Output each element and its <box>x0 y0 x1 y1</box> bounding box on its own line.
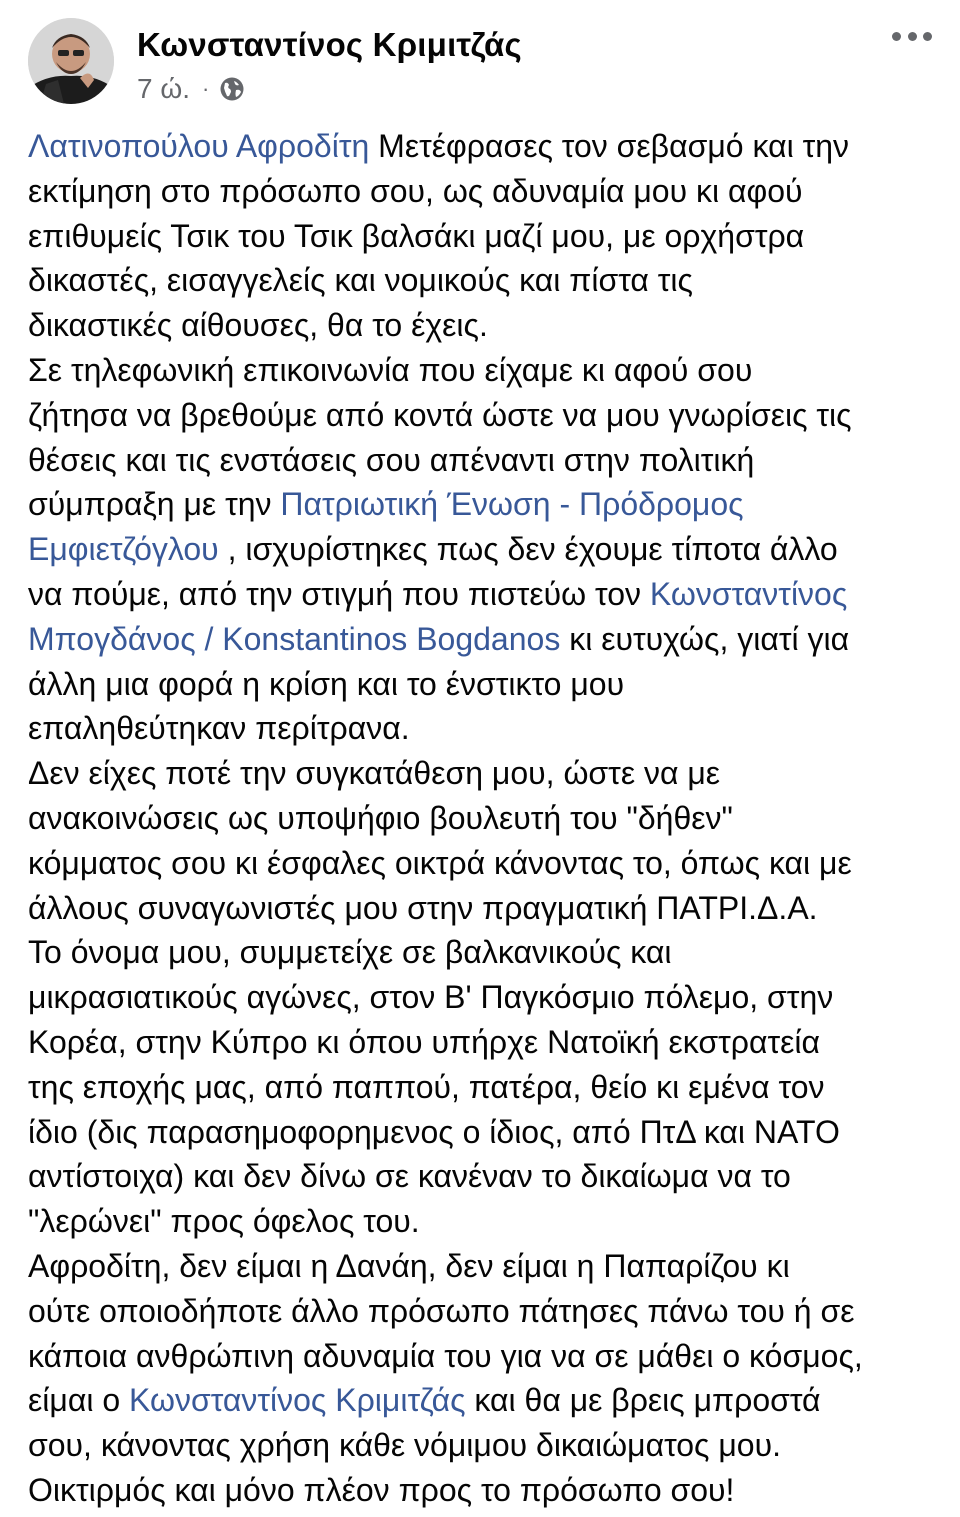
mention-link[interactable]: Μπογδάνος / Konstantinos Bogdanos <box>28 620 561 657</box>
text-segment: Σε τηλεφωνική επικοινωνία που είχαμε κι αφού σου <box>28 351 753 388</box>
text-segment: , ισχυρίστηκες πως δεν έχουμε τίποτα άλλο <box>218 531 838 568</box>
text-segment: επιθυμείς Τσικ του Τσικ βαλσάκι μαζί μου, με ορχήστρα <box>28 217 805 254</box>
text-segment: ζήτησα να βρεθούμε από κοντά ώστε να μου γνωρίσεις τις <box>28 396 852 433</box>
text-segment: αντίστοιχα) και δεν δίνω σε κανέναν το δικαίωμα να το <box>28 1158 791 1195</box>
text-segment: σύμπραξη με την <box>28 486 281 523</box>
text-segment: και θα με βρεις μπροστά <box>465 1382 821 1419</box>
post-line <box>28 348 938 393</box>
post-line <box>28 1020 938 1065</box>
post-line <box>28 393 938 438</box>
text-segment: Αφροδίτη, δεν είμαι η Δανάη, δεν είμαι η Παπαρίζου κι <box>28 1247 790 1284</box>
post-line <box>28 796 938 841</box>
post-line <box>28 751 938 796</box>
post-text <box>28 124 938 1513</box>
text-segment: να πούμε, από την στιγμή που πιστεύω τον <box>28 575 650 612</box>
post-line <box>28 841 938 886</box>
post-line <box>28 303 938 348</box>
globe-icon <box>219 76 245 102</box>
post-line <box>28 1244 938 1289</box>
post-line <box>28 438 938 483</box>
text-segment: ούτε οποιοδήποτε άλλο πρόσωπο πάτησες πάνω του ή σε <box>28 1292 855 1329</box>
mention-link[interactable]: Εμφιετζόγλου <box>28 531 219 568</box>
text-segment: Οικτιρμός και μόνο πλέον προς το πρόσωπο σου! <box>28 1471 735 1508</box>
post-line <box>28 1110 938 1155</box>
post-line <box>28 662 938 707</box>
post-timestamp[interactable]: 7 ώ. <box>137 73 190 104</box>
post-line <box>28 1154 938 1199</box>
post-line <box>28 1378 938 1423</box>
text-segment: δικαστές, εισαγγελείς και νομικούς και πίστα τις <box>28 262 693 299</box>
text-segment: κι ευτυχώς, γιατί για <box>560 620 850 657</box>
more-horizontal-icon[interactable] <box>892 26 932 46</box>
text-segment: επαληθεύτηκαν περίτρανα. <box>28 710 410 747</box>
post-line <box>28 1423 938 1468</box>
text-segment: θέσεις και τις ενστάσεις σου απέναντι στην πολιτική <box>28 441 755 478</box>
text-segment: Κορέα, στην Κύπρο κι όπου υπήρχε Νατοϊκή εκστρατεία <box>28 1023 820 1060</box>
post-header <box>0 0 960 118</box>
text-segment: άλλη μια φορά η κρίση και το ένστικτο μου <box>28 665 625 702</box>
post-line <box>28 1199 938 1244</box>
text-segment: Το όνομα μου, συμμετείχε σε βαλκανικούς και <box>28 934 672 971</box>
post-line <box>28 482 938 527</box>
author-name[interactable]: Κωνσταντίνος Κριμιτζάς <box>137 26 522 63</box>
text-segment: δικαστικές αίθουσες, θα το έχεις. <box>28 307 488 344</box>
mention-link[interactable]: Πατριωτική Ένωση - Πρόδρομος <box>280 486 744 523</box>
mention-link[interactable]: Κωνσταντίνος <box>649 575 848 612</box>
text-segment: εκτίμηση στο πρόσωπο σου, ως αδυναμία μου κι αφού <box>28 172 803 209</box>
text-segment: είμαι ο <box>28 1382 129 1419</box>
post-line <box>28 1468 938 1513</box>
post-line <box>28 258 938 303</box>
post-line <box>28 617 938 662</box>
text-segment: άλλους συναγωνιστές μου στην πραγματική ΠΑΤΡΙ.Δ.Α. <box>28 889 818 926</box>
avatar-photo <box>28 18 114 104</box>
post-line <box>28 572 938 617</box>
post-meta <box>137 72 245 106</box>
text-segment: Μετέφρασες τον σεβασμό και την <box>369 128 849 164</box>
text-segment: Δεν είχες ποτέ την συγκατάθεση μου, ώστε να με <box>28 755 721 792</box>
post-line <box>28 1289 938 1334</box>
post-line <box>28 527 938 572</box>
mention-link[interactable]: Κωνσταντίνος Κριμιτζάς <box>129 1382 466 1419</box>
avatar[interactable] <box>28 18 114 104</box>
post-line <box>28 1065 938 1110</box>
meta-separator: · <box>202 76 210 101</box>
post-line <box>28 169 938 214</box>
text-segment: κάποια ανθρώπινη αδυναμία του για να σε μάθει ο κόσμος, <box>28 1337 863 1374</box>
text-segment: ανακοινώσεις ως υποψήφιο βουλευτή του "δήθεν" <box>28 799 733 836</box>
text-segment: κόμματος σου κι έσφαλες οικτρά κάνοντας το, όπως και με <box>28 844 852 881</box>
text-segment: της εποχής μας, από παππού, πατέρα, θείο κι εμένα τον <box>28 1068 825 1105</box>
post-line <box>28 1334 938 1379</box>
post-line <box>28 886 938 931</box>
text-segment: μικρασιατικούς αγώνες, στον Β' Παγκόσμιο πόλεμο, στην <box>28 979 834 1016</box>
post-line <box>28 706 938 751</box>
text-segment: ίδιο (δις παρασημοφορημενος ο ίδιος, από ΠτΔ και ΝΑΤΟ <box>28 1113 840 1150</box>
mention-link[interactable]: Λατινοπούλου Αφροδίτη <box>28 128 370 164</box>
post-line <box>28 124 938 169</box>
post-line <box>28 975 938 1020</box>
text-segment: σου, κάνοντας χρήση κάθε νόμιμου δικαιώματος μου. <box>28 1427 781 1464</box>
text-segment: "λερώνει" προς όφελος του. <box>28 1203 420 1240</box>
post-line <box>28 930 938 975</box>
post-line <box>28 214 938 259</box>
